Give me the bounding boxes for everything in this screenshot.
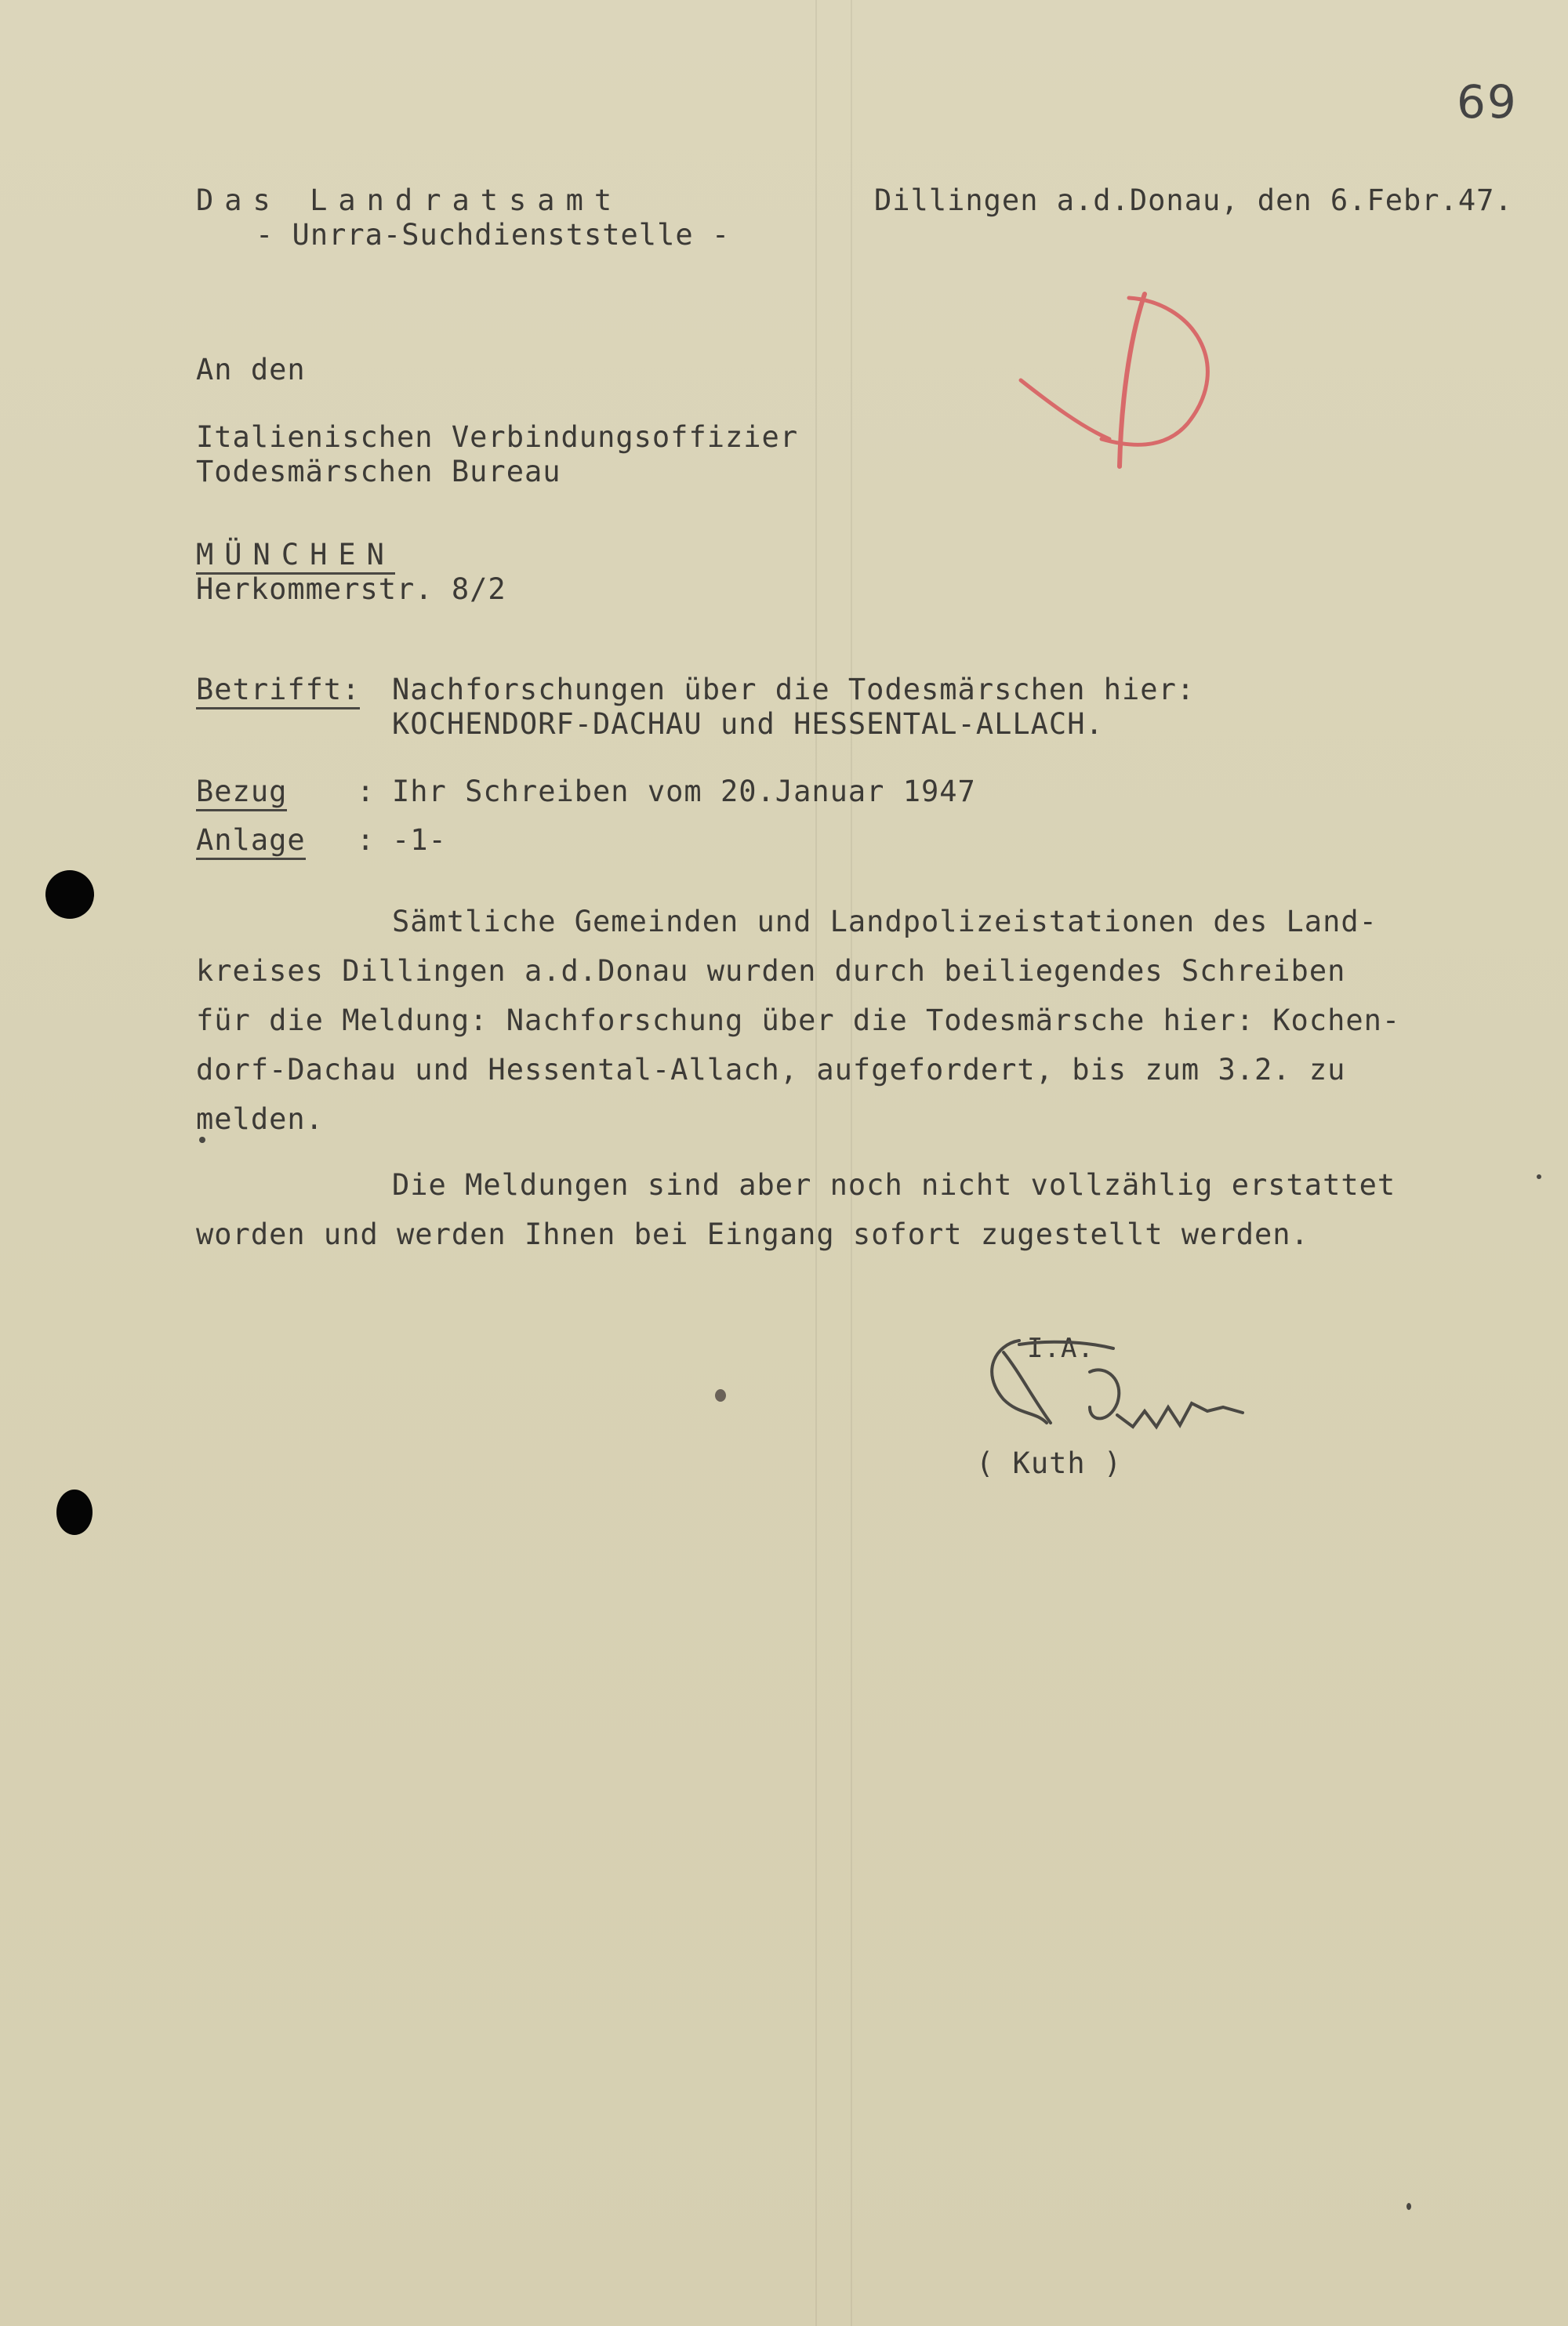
- subject-line-1: Nachforschungen über die Todesmärschen hier:: [392, 673, 1196, 706]
- reference-separator: :: [357, 775, 376, 808]
- body-paragraph-1-line: dorf-Dachau und Hessental-Allach, aufgefordert, bis zum 3.2. zu: [196, 1053, 1346, 1087]
- ink-speck: [1537, 1174, 1541, 1179]
- ink-speck: [199, 1137, 205, 1143]
- ink-speck: [715, 1389, 726, 1402]
- body-paragraph-1-line: melden.: [196, 1102, 324, 1136]
- punch-hole-top: [45, 870, 94, 919]
- body-paragraph-2-line: worden und werden Ihnen bei Eingang sofort zugestellt werden.: [196, 1217, 1309, 1251]
- body-paragraph-1-line: für die Meldung: Nachforschung über die Todesmärsche hier: Kochen-: [196, 1003, 1401, 1037]
- enclosure-separator: :: [357, 823, 376, 857]
- place-date: Dillingen a.d.Donau, den 6.Febr.47.: [874, 183, 1513, 217]
- recipient-salutation: An den: [196, 353, 306, 386]
- paper-crease: [815, 0, 817, 2326]
- handwritten-signature-icon: [972, 1325, 1333, 1450]
- subject-line-2: KOCHENDORF-DACHAU und HESSENTAL-ALLACH.: [392, 707, 1104, 741]
- sender-department: - Unrra-Suchdienststelle -: [256, 218, 731, 252]
- enclosure-text: -1-: [392, 823, 447, 857]
- recipient-city: MÜNCHEN: [196, 538, 395, 575]
- recipient-line-2: Todesmärschen Bureau: [196, 455, 561, 488]
- reference-label: Bezug: [196, 775, 287, 811]
- signature-prefix: I.A.: [1027, 1333, 1094, 1364]
- folio-number: 69: [1457, 75, 1518, 129]
- punch-hole-bottom: [56, 1490, 93, 1535]
- sender-office: Das Landratsamt: [196, 183, 623, 217]
- reference-text: Ihr Schreiben vom 20.Januar 1947: [392, 775, 976, 808]
- recipient-line-1: Italienischen Verbindungsoffizier: [196, 420, 799, 454]
- signatory-name: ( Kuth ): [976, 1446, 1123, 1480]
- body-paragraph-2-line: Die Meldungen sind aber noch nicht vollzählig erstattet: [392, 1168, 1396, 1202]
- enclosure-label: Anlage: [196, 823, 306, 860]
- subject-label: Betrifft:: [196, 673, 360, 709]
- red-pencil-mark-icon: [1011, 278, 1231, 474]
- ink-speck: [1406, 2203, 1411, 2210]
- body-paragraph-1-line: kreises Dillingen a.d.Donau wurden durch beiliegendes Schreiben: [196, 954, 1346, 988]
- body-paragraph-1-line: Sämtliche Gemeinden und Landpolizeistationen des Land-: [392, 905, 1377, 938]
- paper-crease: [851, 0, 852, 2326]
- recipient-street: Herkommerstr. 8/2: [196, 572, 506, 606]
